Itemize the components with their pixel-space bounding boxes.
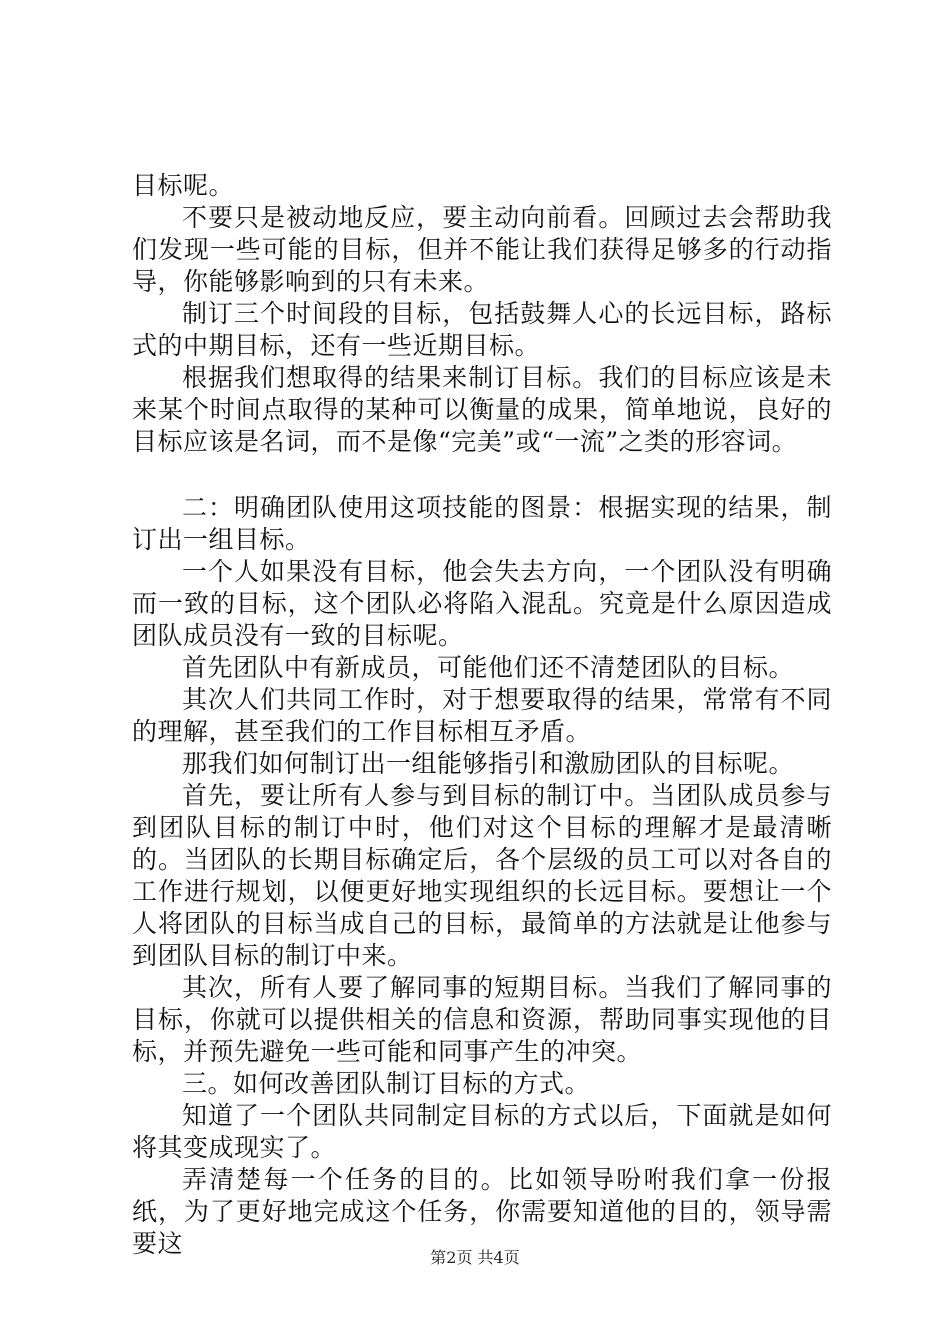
paragraph: 知道了一个团队共同制定目标的方式以后，下面就是如何将其变成现实了。: [132, 1101, 832, 1162]
section-heading: 二：明确团队使用这项技能的图景：根据实现的结果，制订出一组目标。: [132, 493, 832, 554]
paragraph: 首先团队中有新成员，可能他们还不清楚团队的目标。: [182, 653, 795, 682]
page-footer: 第2页 共4页: [430, 1248, 520, 1267]
document-body: [132, 170, 832, 1260]
paragraph: 不要只是被动地反应，要主动向前看。回顾过去会帮助我们发现一些可能的目标，但并不能让我们获得足够多的行动指导，你能够影响到的只有未来。: [132, 203, 832, 296]
paragraph: 目标呢。: [132, 171, 235, 200]
section-heading: 三。如何改善团队制订目标的方式。: [182, 1069, 591, 1098]
paragraph: 制订三个时间段的目标，包括鼓舞人心的长远目标，路标式的中期目标，还有一些近期目标。: [132, 299, 832, 360]
paragraph: 那我们如何制订出一组能够指引和激励团队的目标呢。: [182, 749, 795, 778]
paragraph-gap: [132, 458, 832, 492]
paragraph: 根据我们想取得的结果来制订目标。我们的目标应该是未来某个时间点取得的某种可以衡量的成果，简单地说，良好的目标应该是名词，而不是像“完美”或“一流”之类的形容词。: [132, 363, 832, 456]
paragraph: 弄清楚每一个任务的目的。比如领导吩咐我们拿一份报纸，为了更好地完成这个任务，你需要知道他的目的，领导需要这: [132, 1165, 832, 1258]
paragraph: 一个人如果没有目标，他会失去方向，一个团队没有明确而一致的目标，这个团队必将陷入混乱。究竟是什么原因造成团队成员没有一致的目标呢。: [132, 557, 832, 650]
paragraph: 其次，所有人要了解同事的短期目标。当我们了解同事的目标，你就可以提供相关的信息和资源，帮助同事实现他的目标，并预先避免一些可能和同事产生的冲突。: [132, 973, 832, 1066]
paragraph: 其次人们共同工作时，对于想要取得的结果，常常有不同的理解，甚至我们的工作目标相互矛盾。: [132, 685, 832, 746]
paragraph: 首先，要让所有人参与到目标的制订中。当团队成员参与到团队目标的制订中时，他们对这个目标的理解才是最清晰的。当团队的长期目标确定后，各个层级的员工可以对各自的工作进行规划，以便更好地实现组织的长远目标。要想让一个人将团队的目标当成自己的目标，最简单的方法就是让他参与到团队目标的制订中来。: [132, 781, 832, 970]
